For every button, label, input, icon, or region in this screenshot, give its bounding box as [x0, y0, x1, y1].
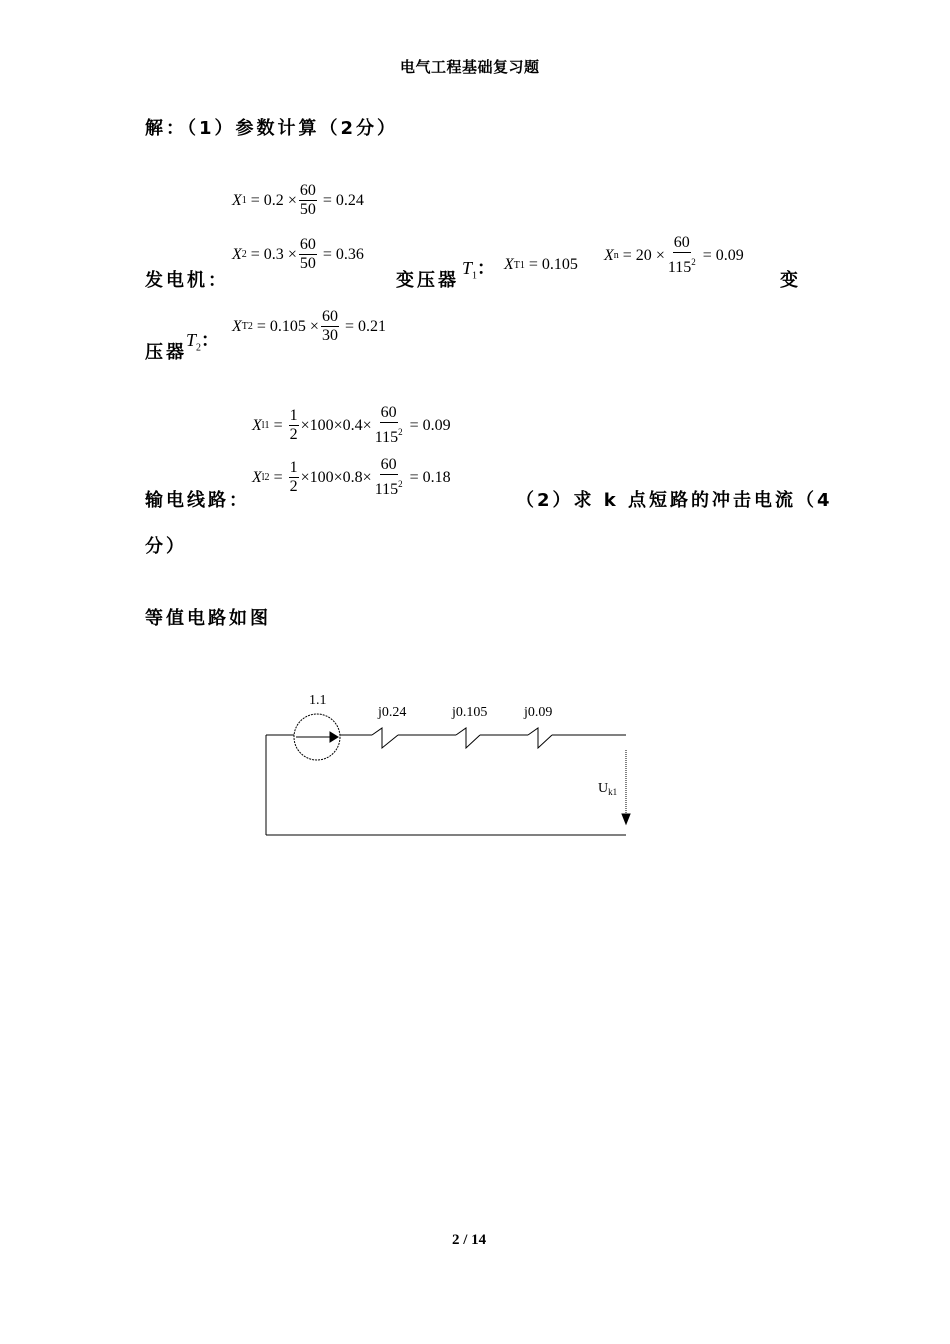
voltage-source: [294, 714, 340, 760]
page-number: 2 / 14: [452, 1232, 487, 1248]
impedance-2-label: j0.105: [452, 705, 488, 720]
equation-x2: X 2 = 0.3 × $\frac{60}{50}$ = 0.36: [232, 236, 364, 272]
voltage-arrow: [622, 750, 630, 824]
impedance-3: [528, 728, 552, 748]
line-label: 输电线路：: [145, 490, 250, 511]
transformer2-label: 压器: [145, 342, 187, 363]
equation-xl1: X l1 = $\frac{1}{2}$ × 100 × 0.4 × $\frac{60}{115^2}$ = 0.09: [252, 404, 451, 446]
t2-symbol-group: $T_2$：: [186, 330, 223, 354]
source-value: 1.1: [309, 693, 327, 708]
equation-xt1: X T1 = 0.105: [504, 256, 578, 273]
equation-x1: X 1 = 0.2 × $\frac{60}{50}$ = 0.24: [232, 182, 364, 218]
page-header: 电气工程基础复习题: [400, 58, 540, 76]
equation-xt2: X T2 = 0.105 × $\frac{60}{30}$ = 0.21: [232, 308, 386, 344]
impedance-1: [372, 728, 398, 748]
part2-heading-cont: 分）: [145, 536, 187, 557]
transformer1-label: 变压器: [396, 270, 459, 291]
circuit-wires: [266, 735, 626, 835]
circuit-caption: 等值电路如图: [145, 608, 271, 629]
impedance-symbols: [372, 728, 552, 748]
impedance-2: [456, 728, 480, 748]
impedance-1-label: j0.24: [378, 705, 407, 720]
t1-symbol-group: $T_1$：: [462, 258, 499, 282]
impedance-3-label: j0.09: [524, 705, 553, 720]
equation-xn: X n = 20 × $\frac{60}{115^2}$ = 0.09: [604, 234, 744, 276]
equation-xl2: X l2 = $\frac{1}{2}$ × 100 × 0.8 × $\frac{60}{115^2}$ = 0.18: [252, 456, 451, 498]
part2-heading: （2）求 k 点短路的冲击电流（4: [516, 490, 833, 511]
transformer2-label-start: 变: [780, 270, 801, 291]
voltage-label: $U_{k1}$: [598, 781, 618, 797]
generator-label: 发电机：: [145, 270, 229, 291]
solution-intro: 解：（1）参数计算（2分）: [145, 118, 399, 139]
